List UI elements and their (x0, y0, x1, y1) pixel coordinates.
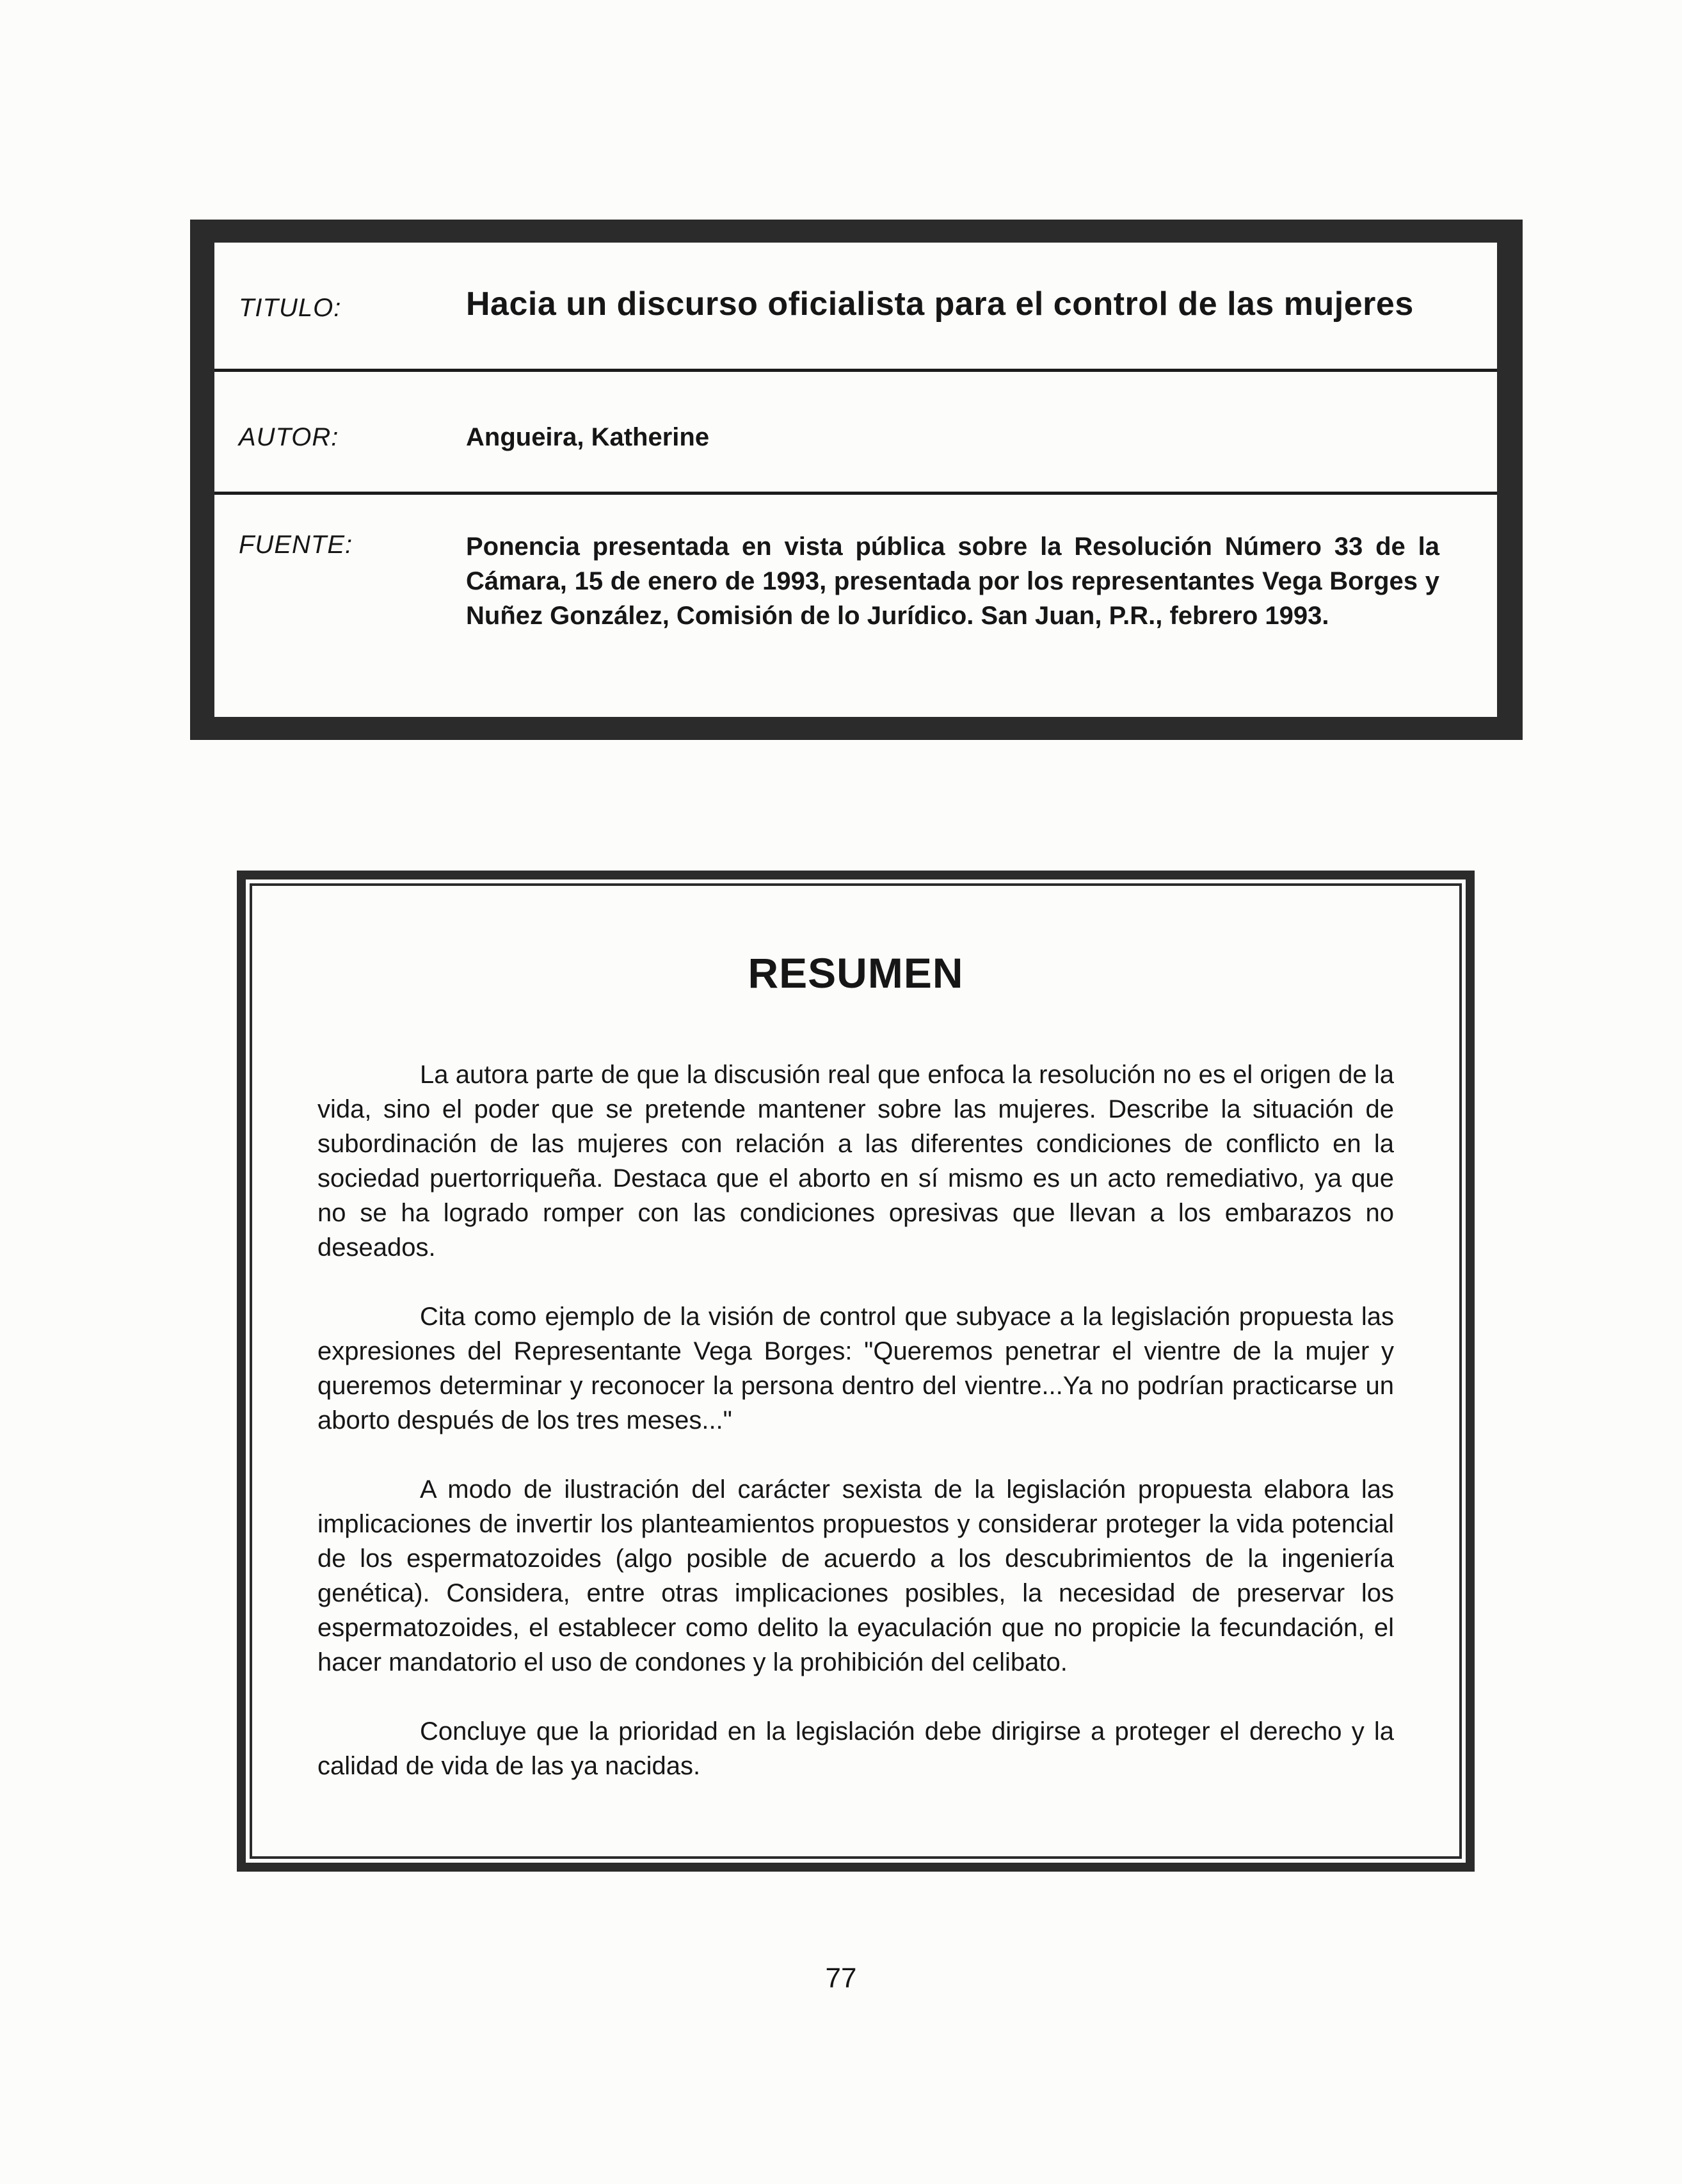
title-value: Hacia un discurso oficialista para el control de las mujeres (466, 285, 1414, 323)
summary-paragraph: Concluye que la prioridad en la legislación debe dirigirse a proteger el derecho y la calidad de vida de las ya nacidas. (317, 1717, 1394, 1780)
author-row (214, 372, 1497, 495)
summary-paragraph: A modo de ilustración del carácter sexista de la legislación propuesta elabora las implicaciones de invertir los planteamientos propuestos y considerar proteger la vida potencial de los espermatozoides (algo posible de acuerdo a los descubrimientos de la ingeniería genética). Considera, entre otras implicaciones posibles, la necesidad de preservar los espermatozoides, el establecer como delito la eyaculación que no propicie la fecundación, el hacer mandatorio el uso de condones y la prohibición del celibato. (317, 1475, 1394, 1676)
source-value: Ponencia presentada en vista pública sobre la Resolución Número 33 de la Cámara, 15 de enero de 1993, presentada por los representantes Vega Borges y Nuñez González, Comisión de lo Jurídico. San Juan, P.R., febrero 1993. (466, 533, 1439, 630)
summary-paragraph: Cita como ejemplo de la visión de control que subyace a la legislación propuesta las expresiones del Representante Vega Borges: "Queremos penetrar el vientre de la mujer y queremos determinar y reconocer la persona dentro del vientre...Ya no podrían practicarse un aborto después de los tres meses..." (317, 1303, 1394, 1434)
summary-card (237, 871, 1475, 1872)
title-row (214, 243, 1497, 372)
bibliographic-card-body (214, 243, 1497, 717)
page-number: 77 (825, 1963, 857, 1994)
summary-body (317, 1057, 1394, 1818)
summary-paragraph: La autora parte de que la discusión real que enfoca la resolución no es el origen de la vida, sino el poder que se pretende mantener sobre las mujeres. Describe la situación de subordinación de las mujeres con relación a las diferentes condiciones de conflicto en la sociedad puertorriqueña. Destaca que el aborto en sí mismo es un acto remediativo, ya que no se ha logrado romper con las condiciones opresivas que llevan a los embarazos no deseados. (317, 1061, 1394, 1262)
title-label: TITULO: (239, 294, 342, 322)
source-row (214, 495, 1497, 716)
author-label: AUTOR: (239, 423, 339, 451)
summary-card-body (250, 883, 1462, 1859)
source-label: FUENTE: (239, 531, 353, 559)
bibliographic-card (190, 220, 1523, 740)
summary-heading: RESUMEN (748, 949, 964, 997)
author-value: Angueira, Katherine (466, 423, 710, 451)
